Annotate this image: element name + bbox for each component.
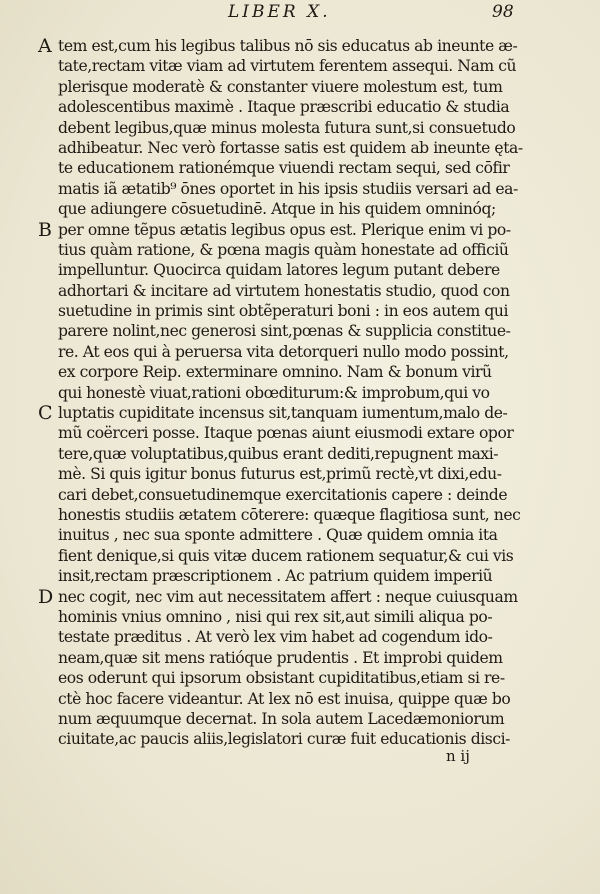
text-line bbox=[58, 342, 524, 362]
line-text: plerisque moderatè & constanter viuere molestum est, tum bbox=[58, 77, 503, 96]
text-line bbox=[58, 77, 524, 97]
running-head: LIBER X. bbox=[228, 2, 331, 22]
line-text: tem est,cum his legibus talibus nō sis educatus ab ineunte æ- bbox=[58, 37, 518, 55]
line-text: parere nolint,nec generosi sint,pœnas & supplicia constitue- bbox=[58, 322, 511, 341]
text-line bbox=[58, 546, 524, 566]
text-line bbox=[58, 607, 524, 627]
text-line bbox=[58, 709, 524, 729]
section-marker: D bbox=[38, 585, 53, 608]
line-text: debent legibus,quæ minus molesta futura sunt,si consuetudo bbox=[58, 118, 516, 137]
text-line bbox=[58, 627, 524, 647]
line-text: eos oderunt qui ipsorum obsistant cupiditatibus,etiam si re- bbox=[58, 669, 505, 688]
line-text: te educationem rationémque viuendi rectam sequi, sed cōfir bbox=[58, 159, 510, 178]
text-line bbox=[58, 566, 524, 586]
text-line bbox=[58, 199, 524, 219]
body-text bbox=[38, 35, 524, 750]
line-text: insit,rectam præscriptionem . Ac patrium quidem imperiũ bbox=[58, 567, 493, 586]
line-text: mũ coërceri posse. Itaque pœnas aiunt eiusmodi extare opor bbox=[58, 424, 514, 443]
text-line bbox=[58, 648, 524, 668]
line-text: per omne tẽpus ætatis legibus opus est. Plerique enim vi po- bbox=[58, 220, 511, 239]
line-text: ciuitate,ac paucis aliis,legislatori curæ fuit educationis disci- bbox=[58, 730, 510, 749]
section-marker: B bbox=[38, 218, 52, 241]
section-marker: A bbox=[38, 35, 52, 57]
line-text: mè. Si quis igitur bonus futurus est,primũ rectè,vt dixi,edu- bbox=[58, 465, 502, 484]
text-line bbox=[58, 97, 524, 117]
line-text: que adiungere cōsuetudinē. Atque in his quidem omninóq; bbox=[58, 200, 496, 219]
text-line bbox=[58, 505, 524, 525]
text-line bbox=[38, 35, 524, 57]
line-text: tere,quæ voluptatibus,quibus erant dediti,repugnent maxi- bbox=[58, 444, 499, 463]
text-line bbox=[58, 56, 524, 76]
line-text: num æquumque decernat. In sola autem Lacedæmoniorum bbox=[58, 709, 505, 728]
line-text: matis iã ætatib⁹ ōnes oportet in his ipsis studiis versari ad ea- bbox=[58, 179, 518, 198]
text-line bbox=[58, 301, 524, 321]
text-line bbox=[58, 444, 524, 464]
line-text: nec cogit, nec vim aut necessitatem affert : neque cuiusquam bbox=[58, 587, 518, 606]
text-line bbox=[58, 668, 524, 688]
text-line bbox=[38, 218, 524, 241]
line-text: adhibeatur. Nec verò fortasse satis est quidem ab ineunte ęta- bbox=[58, 138, 523, 157]
line-text: honestis studiis ætatem cōterere: quæque flagitiosa sunt, nec bbox=[58, 505, 521, 524]
line-text: cari debet,consuetudinemque exercitationis capere : deinde bbox=[58, 485, 508, 504]
line-text: adhortari & incitare ad virtutem honestatis studio, quod con bbox=[58, 281, 510, 300]
text-line bbox=[58, 321, 524, 341]
text-line bbox=[58, 485, 524, 505]
text-line bbox=[58, 138, 524, 158]
line-text: testate præditus . At verò lex vim habet ad cogendum ido- bbox=[58, 628, 493, 647]
text-line bbox=[58, 689, 524, 709]
line-text: inuitus , nec sua sponte admittere . Quæ quidem omnia ita bbox=[58, 526, 498, 545]
line-text: ctè hoc facere videantur. At lex nō est inuisa, quippe quæ bo bbox=[58, 689, 511, 708]
text-line bbox=[58, 158, 524, 178]
line-text: hominis vnius omnino , nisi qui rex sit,aut simili aliqua po- bbox=[58, 607, 493, 626]
line-text: suetudine in primis sint obtẽperaturi boni : in eos autem qui bbox=[58, 302, 508, 321]
signature-mark: n ij bbox=[446, 747, 470, 765]
line-text: re. At eos qui à peruersa vita detorqueri nullo modo possint, bbox=[58, 342, 509, 361]
section-marker: C bbox=[38, 402, 53, 425]
text-line bbox=[38, 402, 524, 425]
text-line bbox=[58, 260, 524, 280]
text-line bbox=[38, 585, 524, 608]
line-text: ex corpore Reip. exterminare omnino. Nam & bonum virũ bbox=[58, 363, 492, 382]
text-line bbox=[58, 179, 524, 199]
line-text: fient denique,si quis vitæ ducem rationem sequatur,& cui vis bbox=[58, 546, 514, 565]
text-line bbox=[58, 240, 524, 260]
line-text: adolescentibus maximè . Itaque præscribi educatio & studia bbox=[58, 98, 510, 117]
text-line bbox=[58, 383, 524, 403]
text-line bbox=[58, 362, 524, 382]
line-text: tate,rectam vitæ viam ad virtutem ferentem assequi. Nam cũ bbox=[58, 57, 517, 76]
text-line bbox=[58, 281, 524, 301]
text-line bbox=[58, 525, 524, 545]
line-text: luptatis cupiditate incensus sit,tanquam iumentum,malo de- bbox=[58, 404, 508, 423]
page-number: 98 bbox=[492, 2, 514, 22]
line-text: tius quàm ratione, & pœna magis quàm honestate ad officiũ bbox=[58, 240, 509, 259]
text-line bbox=[58, 464, 524, 484]
line-text: impelluntur. Quocirca quidam latores legum putant debere bbox=[58, 261, 500, 280]
text-line bbox=[58, 118, 524, 138]
line-text: neam,quæ sit mens ratióque prudentis . Et improbi quidem bbox=[58, 648, 503, 667]
text-line bbox=[58, 423, 524, 443]
page-header bbox=[0, 2, 600, 24]
line-text: qui honestè viuat,rationi obœditurum:& improbum,qui vo bbox=[58, 383, 490, 402]
